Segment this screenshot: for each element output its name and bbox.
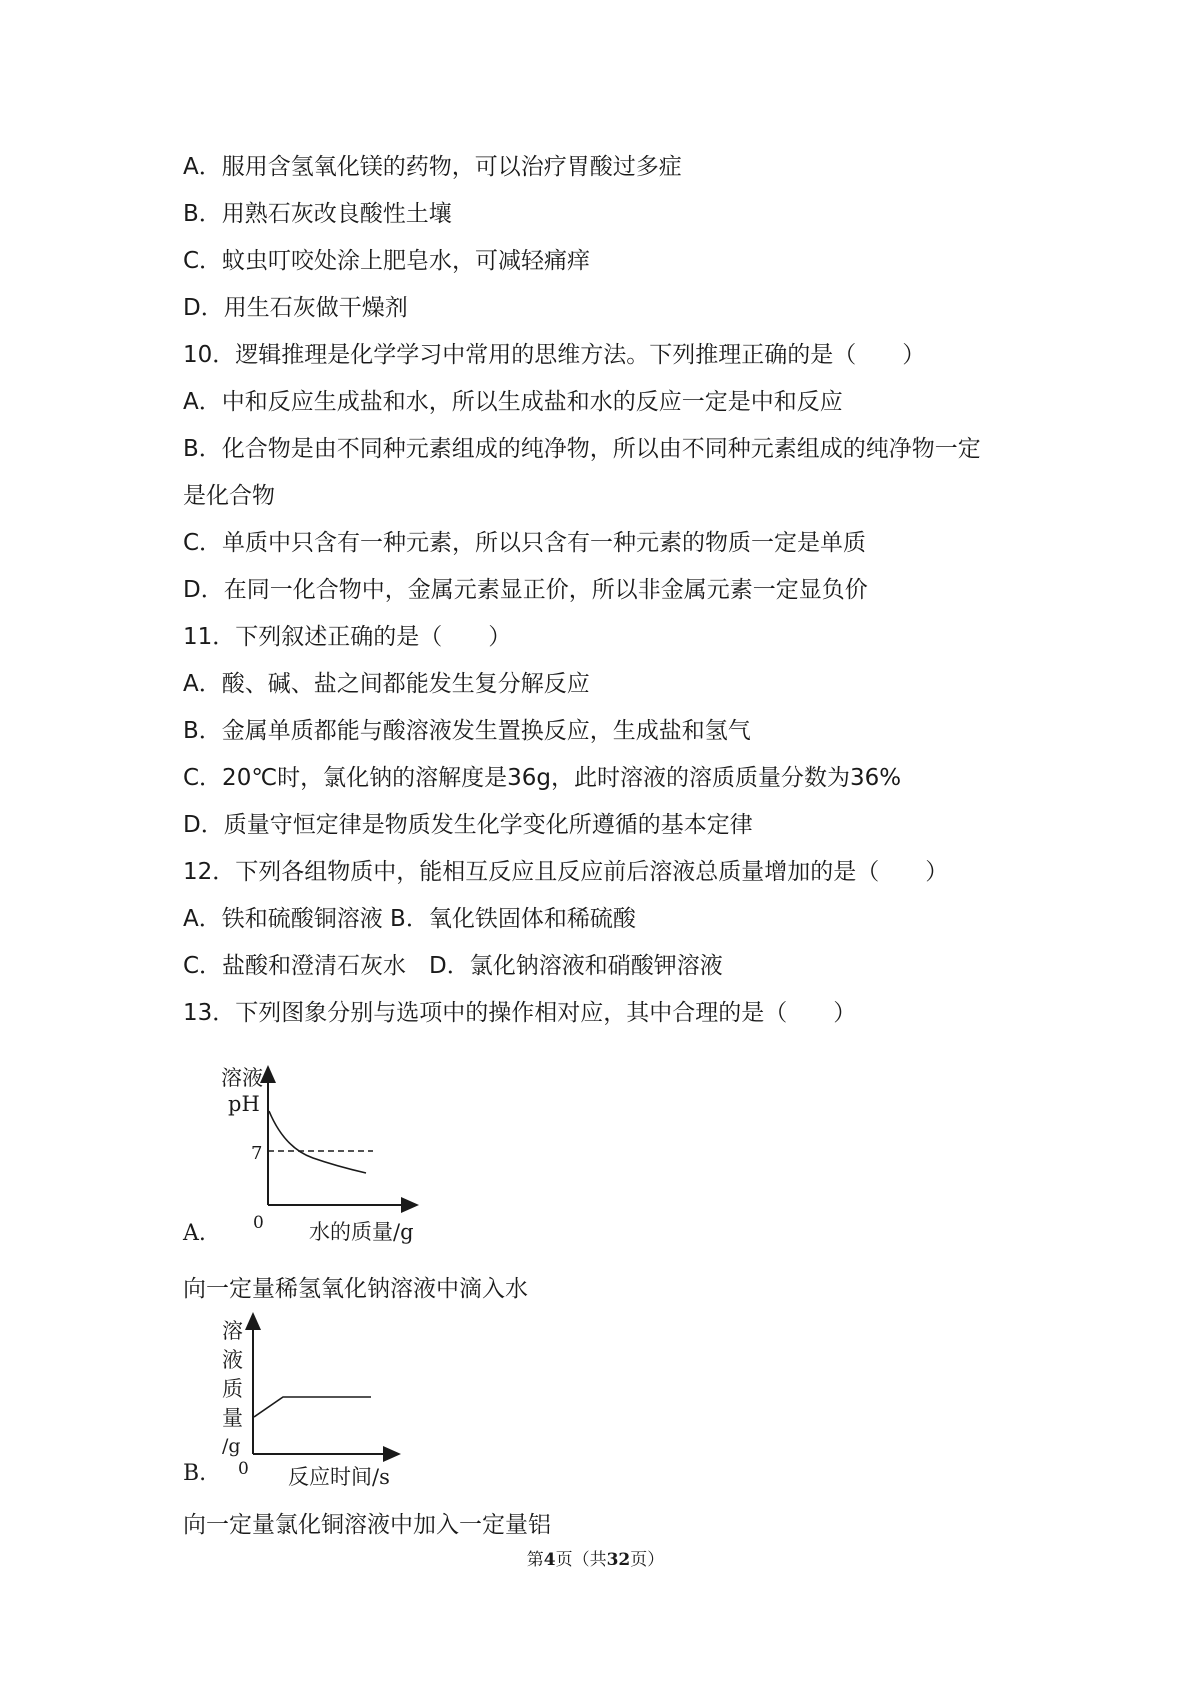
question-11: 11．下列叙述正确的是（ ） — [183, 624, 512, 650]
option-10c: C．单质中只含有一种元素，所以只含有一种元素的物质一定是单质 — [183, 530, 867, 556]
option-9d: D．用生石灰做干燥剂 — [183, 295, 408, 321]
option-10b-cont: 是化合物 — [183, 483, 275, 509]
graph-b-xlabel: 反应时间/s — [288, 1465, 390, 1489]
option-11b: B．金属单质都能与酸溶液发生置换反应，生成盐和氢气 — [183, 718, 751, 744]
option-10d: D．在同一化合物中，金属元素显正价，所以非金属元素一定显负价 — [183, 577, 868, 603]
footer-total-pages: 32 — [606, 1550, 631, 1570]
option-12ab: A．铁和硫酸铜溶液 B．氧化铁固体和稀硫酸 — [183, 906, 636, 932]
graph-b-ylabel-char-5: /g — [222, 1435, 241, 1457]
question-13: 13．下列图象分别与选项中的操作相对应，其中合理的是（ ） — [183, 1000, 857, 1026]
graph-a-ylabel-line1: 溶液 — [221, 1066, 263, 1090]
option-9a: A．服用含氢氧化镁的药物，可以治疗胃酸过多症 — [183, 154, 682, 180]
graph-a-origin: 0 — [253, 1213, 264, 1233]
question-10: 10．逻辑推理是化学学习中常用的思维方法。下列推理正确的是（ ） — [183, 342, 926, 368]
option-10b: B．化合物是由不同种元素组成的纯净物，所以由不同种元素组成的纯净物一定 — [183, 436, 981, 462]
option-11c: C．20℃时，氯化钠的溶解度是36g，此时溶液的溶质质量分数为36% — [183, 765, 902, 791]
graph-a-curve — [269, 1111, 366, 1173]
option-11d: D．质量守恒定律是物质发生化学变化所遵循的基本定律 — [183, 812, 753, 838]
option-9c: C．蚊虫叮咬处涂上肥皂水，可减轻痛痒 — [183, 248, 591, 274]
graph-a-ylabel-line2: pH — [228, 1092, 260, 1116]
option-12cd: C．盐酸和澄清石灰水 D．氯化钠溶液和硝酸钾溶液 — [183, 953, 723, 979]
graph-a — [183, 1055, 443, 1255]
graph-a-option-label: A. — [183, 1221, 206, 1246]
graph-a-caption: 向一定量稀氢氧化钠溶液中滴入水 — [183, 1276, 528, 1302]
page-footer — [0, 1549, 1191, 1571]
graph-b-curve — [254, 1397, 371, 1417]
graph-b-ylabel-char-1: 溶 — [222, 1319, 243, 1343]
footer-suffix: 页） — [630, 1550, 665, 1570]
option-10a: A．中和反应生成盐和水，所以生成盐和水的反应一定是中和反应 — [183, 389, 843, 415]
graph-b-caption: 向一定量氯化铜溶液中加入一定量铝 — [183, 1512, 551, 1538]
graph-b — [183, 1312, 443, 1502]
graph-b-option-label: B. — [183, 1461, 207, 1486]
graph-b-ylabel-char-4: 量 — [222, 1406, 243, 1430]
option-11a: A．酸、碱、盐之间都能发生复分解反应 — [183, 671, 590, 697]
footer-page-number: 4 — [543, 1550, 556, 1570]
footer-middle: 页（共 — [555, 1550, 607, 1570]
footer-prefix: 第 — [526, 1550, 544, 1570]
graph-a-ref-tick: 7 — [251, 1143, 263, 1164]
graph-a-xlabel: 水的质量/g — [309, 1220, 414, 1244]
graph-b-origin: 0 — [238, 1459, 249, 1479]
graph-b-ylabel-char-2: 液 — [222, 1348, 243, 1372]
option-9b: B．用熟石灰改良酸性土壤 — [183, 201, 452, 227]
question-12: 12．下列各组物质中，能相互反应且反应前后溶液总质量增加的是（ ） — [183, 859, 949, 885]
graph-b-ylabel-char-3: 质 — [222, 1377, 243, 1401]
